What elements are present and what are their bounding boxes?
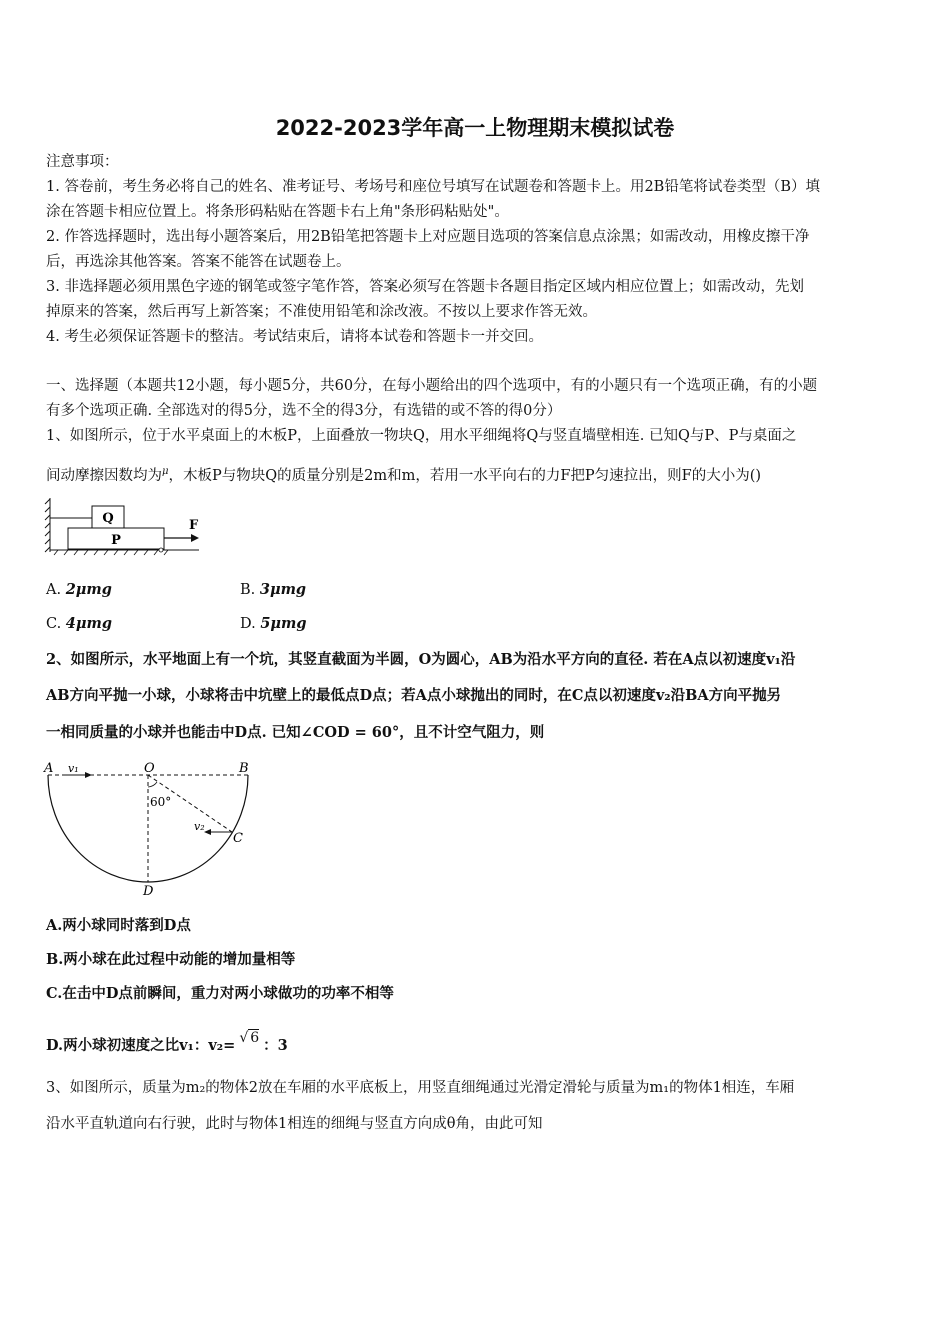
section-heading: 有多个选项正确. 全部选对的得5分，选不全的得3分，有选错的或不答的得0分） — [46, 403, 562, 419]
notice-line: 1. 答卷前，考生务必将自己的姓名、准考证号、考场号和座位号填写在试题卷和答题卡上。用2B铅笔将试卷类型（B）填 — [46, 179, 820, 195]
angle-arc — [148, 782, 157, 787]
q1-option-a[interactable]: A. 2μmg — [46, 581, 112, 598]
label-v2: v₂ — [194, 820, 205, 833]
q2-option-c[interactable]: C.在击中D点前瞬间，重力对两小球做功的功率不相等 — [46, 985, 394, 1002]
notice-line: 掉原来的答案，然后再写上新答案；不准使用铅笔和涂改液。不按以上要求作答无效。 — [46, 304, 597, 320]
q2-stem: 一相同质量的小球并也能击中D点. 已知∠COD = 60°，且不计空气阻力，则 — [46, 724, 545, 741]
table-hatch — [54, 550, 168, 555]
label-v1: v₁ — [68, 762, 79, 775]
q2-option-d-pre: D.两小球初速度之比v₁：v₂= — [46, 1037, 236, 1054]
notice-line: 3. 非选择题必须用黑色字迹的钢笔或签字笔作答，答案必须写在答题卡各题目指定区域内相应位置上；如需改动，先划 — [46, 279, 804, 295]
q1-option-b[interactable]: B. 3μmg — [240, 581, 307, 598]
notice-line: 4. 考生必须保证答题卡的整洁。考试结束后，请将本试卷和答题卡一并交回。 — [46, 329, 543, 345]
notice-line: 2. 作答选择题时，选出每小题答案后，用2B铅笔把答题卡上对应题目选项的答案信息点涂黑；如需改动，用橡皮擦干净 — [46, 229, 810, 245]
q1-stem — [46, 462, 906, 486]
q1-option-d[interactable]: D. 5μmg — [240, 615, 307, 632]
q3-stem: 3、如图所示，质量为m₂的物体2放在车厢的水平底板上，用竖直细绳通过光滑定滑轮与质量为m₁的物体1相连，车厢 — [46, 1080, 795, 1096]
f-label: F — [189, 518, 199, 533]
page-title: 2022-2023学年高一上物理期末模拟试卷 — [275, 116, 675, 140]
q3-stem: 沿水平直轨道向右行驶，此时与物体1相连的细绳与竖直方向成θ角，由此可知 — [46, 1116, 543, 1132]
q1-figure — [44, 494, 204, 556]
section-heading: 一、选择题（本题共12小题，每小题5分，共60分，在每小题给出的四个选项中，有的小题只有一个选项正确，有的小题 — [46, 378, 818, 394]
q-label: Q — [102, 511, 114, 526]
q2-figure — [40, 760, 260, 900]
q2-option-a[interactable]: A.两小球同时落到D点 — [46, 917, 191, 934]
notice-heading: 注意事项： — [46, 154, 119, 170]
sqrt-expression: √ 6 — [239, 1030, 260, 1046]
q1-stem: 1、如图所示，位于水平桌面上的木板P，上面叠放一物块Q，用水平细绳将Q与竖直墙壁相连. 已知Q与P、P与桌面之 — [46, 428, 797, 444]
q2-option-d-post: ：3 — [263, 1037, 288, 1054]
notice-line: 涂在答题卡相应位置上。将条形码粘贴在答题卡右上角"条形码粘贴处"。 — [46, 204, 509, 220]
label-c: C — [233, 831, 243, 846]
notice-line: 后，再选涂其他答案。答案不能答在试题卷上。 — [46, 254, 351, 270]
q2-stem: AB方向平抛一小球，小球将击中坑壁上的最低点D点；若A点小球抛出的同时，在C点以初速度v₂沿BA方向平抛另 — [46, 687, 782, 704]
q2-option-d[interactable] — [46, 1028, 906, 1056]
label-a: A — [44, 761, 54, 776]
sqrt-radicand: 6 — [250, 1030, 260, 1046]
label-b: B — [239, 761, 249, 776]
q2-option-b[interactable]: B.两小球在此过程中动能的增加量相等 — [46, 951, 296, 968]
q1-stem-part: ，木板P与物块Q的质量分别是2m和m，若用一水平向右的力F把P匀速拉出，则F的大小为() — [168, 468, 762, 484]
wall — [45, 498, 50, 552]
label-angle: 60° — [150, 795, 172, 809]
q2-stem: 2、如图所示，水平地面上有一个坑，其竖直截面为半圆，O为圆心，AB为沿水平方向的直径. 若在A点以初速度v₁沿 — [46, 651, 796, 668]
q1-option-c[interactable]: C. 4μmg — [46, 615, 112, 632]
label-d: D — [143, 884, 154, 899]
p-label: P — [111, 533, 121, 548]
arrow-head — [191, 534, 199, 542]
mu-symbol: μ — [162, 466, 169, 477]
q1-stem-part: 间动摩擦因数均为 — [46, 468, 162, 484]
label-o: O — [144, 761, 155, 776]
